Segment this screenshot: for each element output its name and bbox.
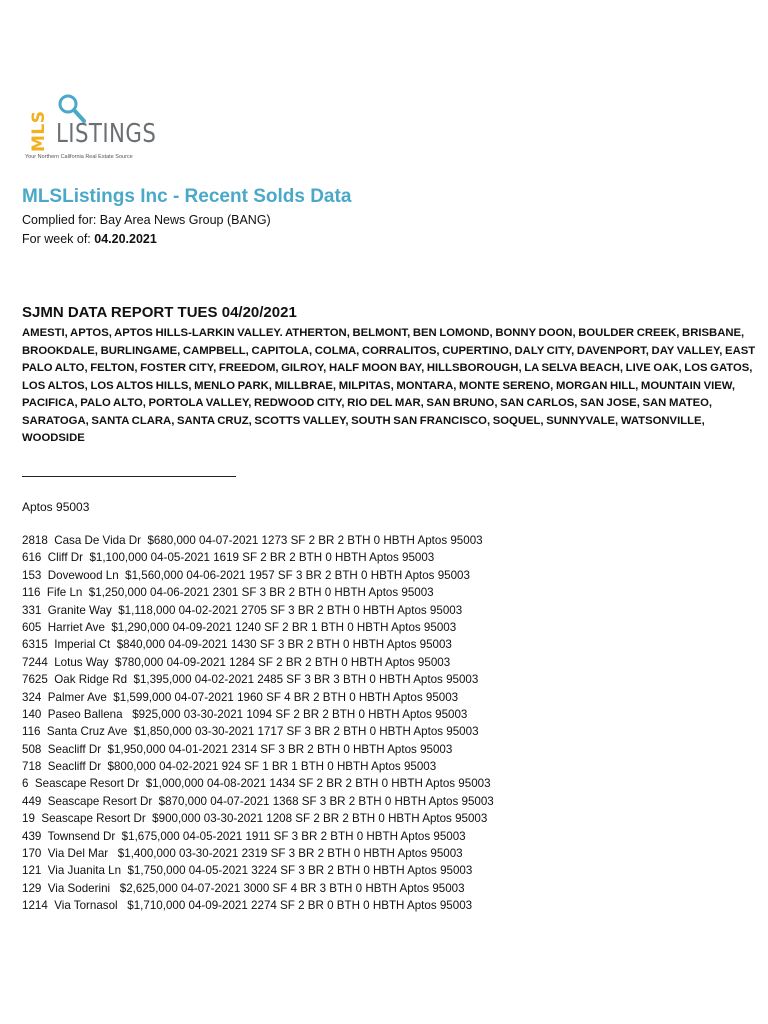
list-item: 19 Seascape Resort Dr $900,000 03-30-2021 1208 SF 2 BR 2 BTH 0 HBTH Aptos 95003	[22, 812, 488, 826]
list-item: 7244 Lotus Way $780,000 04-09-2021 1284 SF 2 BR 2 BTH 0 HBTH Aptos 95003	[22, 655, 451, 669]
list-item: 140 Paseo Ballena $925,000 03-30-2021 1094 SF 2 BR 2 BTH 0 HBTH Aptos 95003	[22, 707, 468, 721]
document-title: MLSListings Inc - Recent Solds Data	[22, 186, 352, 207]
list-item: 439 Townsend Dr $1,675,000 04-05-2021 1911 SF 3 BR 2 BTH 0 HBTH Aptos 95003	[22, 829, 466, 843]
list-item: 129 Via Soderini $2,625,000 04-07-2021 3000 SF 4 BR 3 BTH 0 HBTH Aptos 95003	[22, 881, 465, 895]
list-item: 449 Seascape Resort Dr $870,000 04-07-2021 1368 SF 3 BR 2 BTH 0 HBTH Aptos 95003	[22, 794, 494, 808]
list-item: 121 Via Juanita Ln $1,750,000 04-05-2021 3224 SF 3 BR 2 BTH 0 HBTH Aptos 95003	[22, 864, 473, 878]
compiled-for-line: Complied for: Bay Area News Group (BANG)	[22, 213, 271, 227]
list-item: 170 Via Del Mar $1,400,000 03-30-2021 2319 SF 3 BR 2 BTH 0 HBTH Aptos 95003	[22, 847, 463, 861]
list-item: 605 Harriet Ave $1,290,000 04-09-2021 1240 SF 2 BR 1 BTH 0 HBTH Aptos 95003	[22, 620, 457, 634]
list-item: 153 Dovewood Ln $1,560,000 04-06-2021 1957 SF 3 BR 2 BTH 0 HBTH Aptos 95003	[22, 568, 470, 582]
logo-mark-text: MLS	[29, 110, 49, 152]
list-item: 6 Seascape Resort Dr $1,000,000 04-08-2021 1434 SF 2 BR 2 BTH 0 HBTH Aptos 95003	[22, 777, 491, 791]
list-item: 116 Santa Cruz Ave $1,850,000 03-30-2021 1717 SF 3 BR 2 BTH 0 HBTH Aptos 95003	[22, 725, 479, 739]
list-item: 2818 Casa De Vida Dr $680,000 04-07-2021 1273 SF 2 BR 2 BTH 0 HBTH Aptos 95003	[22, 534, 483, 547]
section-divider	[22, 476, 236, 477]
week-of-value: 04.20.2021	[94, 232, 157, 246]
week-of-line	[22, 232, 157, 246]
area-heading: Aptos 95003	[22, 500, 90, 514]
list-item: 718 Seacliff Dr $800,000 04-02-2021 924 SF 1 BR 1 BTH 0 HBTH Aptos 95003	[22, 760, 437, 774]
cities-list: AMESTI, APTOS, APTOS HILLS-LARKIN VALLEY. ATHERTON, BELMONT, BEN LOMOND, BONNY DOON, BOULDER CREEK, BRISBANE, BROOKDALE, BURLINGAME, CAMPBELL, CAPITOLA, COLMA, CORRALITOS, CUPERTINO, DALY CITY, DAVENPORT, DAY VALLEY, EAST PALO ALTO, FELTON, FOSTER CITY, FREEDOM, GILROY, HALF MOON BAY, HILLSBOROUGH, LA SELVA BEACH, LIVE OAK, LOS GATOS, LOS ALTOS, LOS ALTOS HILLS, MENLO PARK, MILLBRAE, MILPITAS, MONTARA, MONTE SERENO, MORGAN HILL, MOUNTAIN VIEW, PACIFICA, PALO ALTO, PORTOLA VALLEY, REDWOOD CITY, RIO DEL MAR, SAN BRUNO, SAN CARLOS, SAN JOSE, SAN MATEO, SARATOGA, SANTA CLARA, SANTA CRUZ, SCOTTS VALLEY, SOUTH SAN FRANCISCO, SOQUEL, SUNNYVALE, WATSONVILLE, WOODSIDE	[22, 327, 756, 444]
list-item: 1214 Via Tornasol $1,710,000 04-09-2021 2274 SF 2 BR 0 BTH 0 HBTH Aptos 95003	[22, 899, 473, 913]
list-item: 6315 Imperial Ct $840,000 04-09-2021 1430 SF 3 BR 2 BTH 0 HBTH Aptos 95003	[22, 638, 452, 652]
list-item: 508 Seacliff Dr $1,950,000 04-01-2021 2314 SF 3 BR 2 BTH 0 HBTH Aptos 95003	[22, 742, 453, 756]
mlslistings-logo	[22, 92, 192, 168]
list-item: 116 Fife Ln $1,250,000 04-06-2021 2301 SF 3 BR 2 BTH 0 HBTH Aptos 95003	[22, 586, 434, 600]
list-item: 616 Cliff Dr $1,100,000 04-05-2021 1619 SF 2 BR 2 BTH 0 HBTH Aptos 95003	[22, 551, 435, 565]
report-title: SJMN DATA REPORT TUES 04/20/2021	[22, 304, 297, 321]
logo-wordmark: LISTINGS	[56, 119, 157, 149]
sales-listings	[22, 532, 762, 915]
list-item: 331 Granite Way $1,118,000 04-02-2021 2705 SF 3 BR 2 BTH 0 HBTH Aptos 95003	[22, 603, 463, 617]
list-item: 7625 Oak Ridge Rd $1,395,000 04-02-2021 2485 SF 3 BR 3 BTH 0 HBTH Aptos 95003	[22, 673, 479, 687]
logo-tagline: Your Northern California Real Estate Source	[25, 154, 133, 160]
list-item: 324 Palmer Ave $1,599,000 04-07-2021 1960 SF 4 BR 2 BTH 0 HBTH Aptos 95003	[22, 690, 459, 704]
week-of-label: For week of:	[22, 232, 95, 246]
